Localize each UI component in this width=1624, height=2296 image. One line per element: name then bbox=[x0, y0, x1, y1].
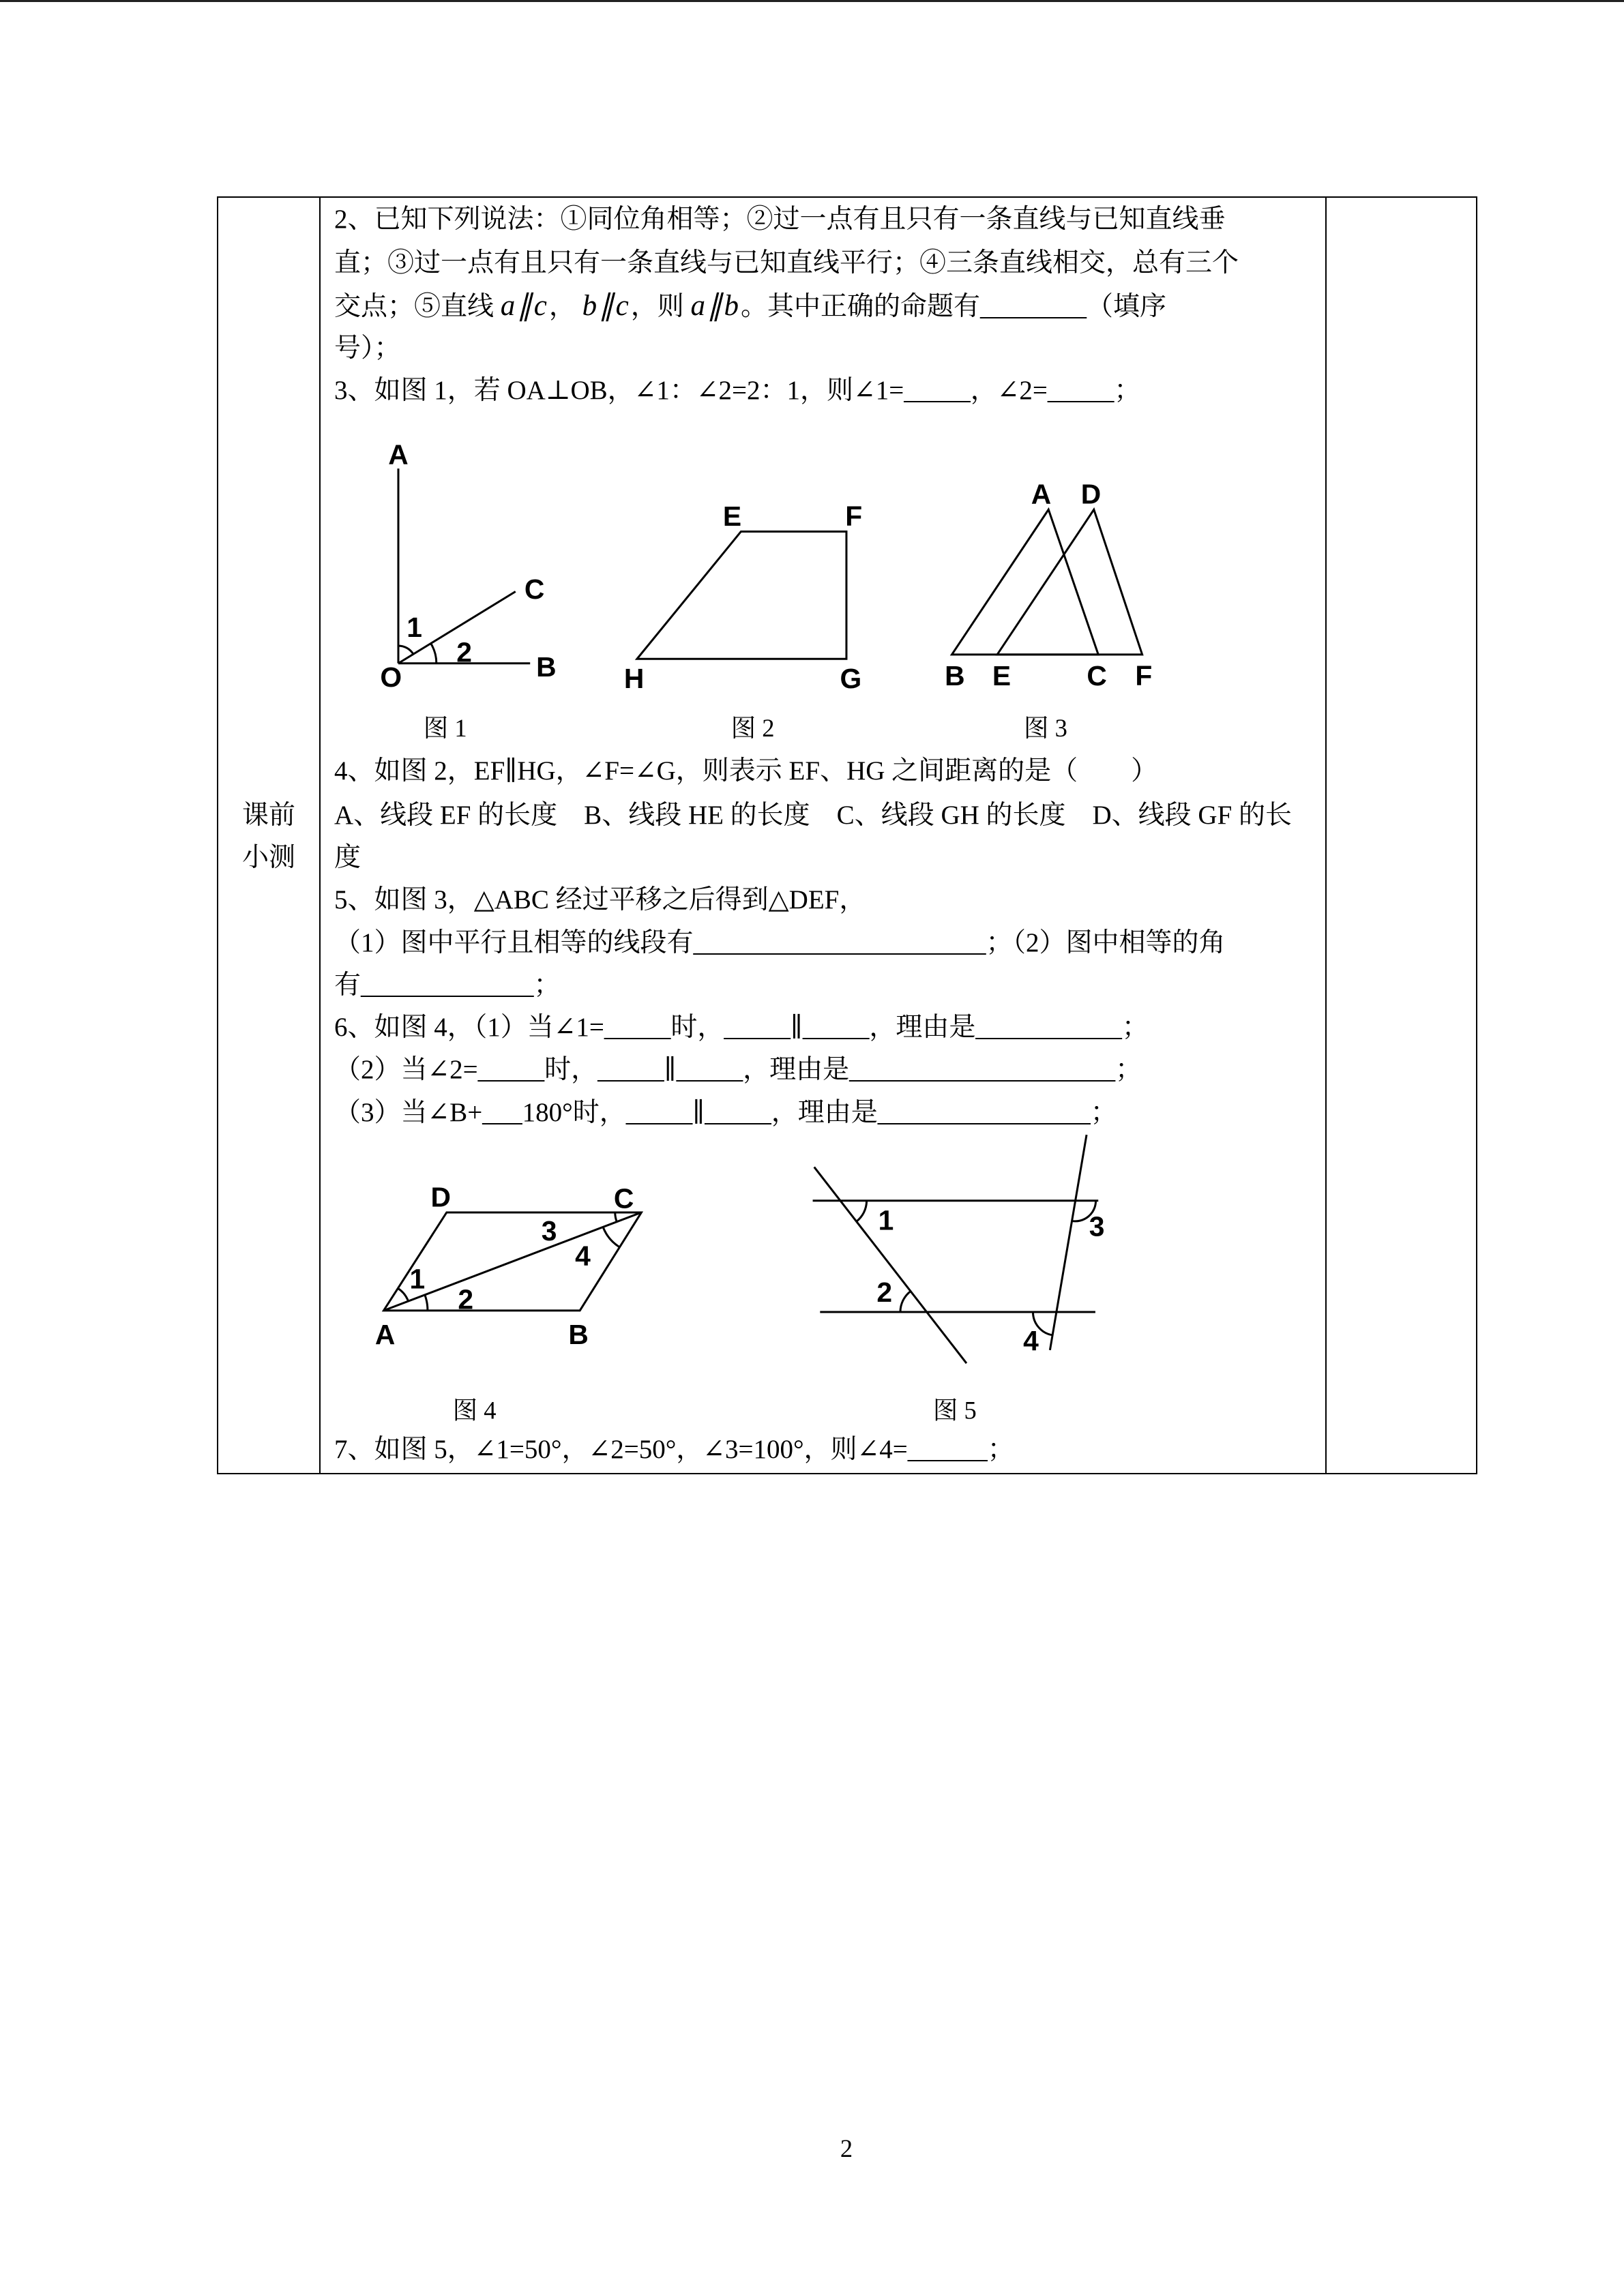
fig2-label-h: H bbox=[623, 663, 645, 695]
fig1-caption: 图 1 bbox=[423, 714, 467, 743]
fig4-label-angle4: 4 bbox=[575, 1240, 591, 1272]
fig2-label-f: F bbox=[845, 500, 863, 532]
fig3-label-e: E bbox=[992, 659, 1012, 691]
fig1-label-angle2: 2 bbox=[456, 636, 472, 668]
q3-line1: 3、如图 1，若 OA⊥OB，∠1：∠2=2：1，则∠1=_____，∠2=_____； bbox=[334, 376, 1141, 405]
q2-line3 bbox=[334, 286, 1166, 327]
fig1-label-o: O bbox=[380, 661, 402, 694]
fig3-label-d: D bbox=[1080, 478, 1102, 510]
fig5-label-angle1: 1 bbox=[878, 1204, 894, 1236]
questions-cell bbox=[321, 198, 1324, 1473]
section-label-line2: 小测 bbox=[241, 843, 295, 872]
fig3-label-a: A bbox=[1031, 478, 1052, 510]
q6-line3: （3）当∠B+___180°时，_____∥_____，理由是________________； bbox=[334, 1098, 1117, 1127]
fig1-label-c: C bbox=[524, 573, 545, 606]
q6-line1: 6、如图 4，（1）当∠1=_____时，_____∥_____，理由是___________； bbox=[334, 1013, 1149, 1042]
fig3-caption: 图 3 bbox=[1024, 714, 1067, 743]
q5-line2: （1）图中平行且相等的线段有______________________；（2）图中相等的角 bbox=[334, 928, 1226, 957]
fig3-label-c: C bbox=[1087, 659, 1107, 691]
fig1-label-angle1: 1 bbox=[407, 612, 422, 644]
q2-line3-text1: 交点；⑤直线 bbox=[334, 292, 501, 321]
q2-line3-text2: ， bbox=[548, 292, 582, 321]
fig4-label-angle2: 2 bbox=[458, 1283, 474, 1315]
fig4-label-angle3: 3 bbox=[541, 1214, 557, 1247]
q2-line2: 直；③过一点有且只有一条直线与已知直线平行；④三条直线相交，总有三个 bbox=[334, 248, 1239, 278]
fig1-label-a: A bbox=[388, 438, 409, 471]
q2-line3-text4: 。其中正确的命题有________（填序 bbox=[740, 292, 1166, 321]
q6-line2: （2）当∠2=_____时，_____∥_____，理由是____________________； bbox=[334, 1055, 1142, 1084]
fig5-caption: 图 5 bbox=[932, 1396, 977, 1425]
q5-line3: 有_____________； bbox=[334, 970, 561, 1000]
q5-line1: 5、如图 3，△ABC 经过平移之后得到△DEF， bbox=[334, 885, 866, 914]
fig4-caption: 图 4 bbox=[452, 1396, 497, 1425]
q4-line3: 度 bbox=[334, 843, 361, 872]
fig1-label-b: B bbox=[536, 651, 557, 683]
fig4-label-c: C bbox=[613, 1182, 634, 1214]
fig4-label-angle1: 1 bbox=[409, 1263, 426, 1295]
fig3-label-b: B bbox=[945, 659, 965, 691]
section-label-line1: 课前 bbox=[241, 801, 295, 830]
fig5-label-angle4: 4 bbox=[1023, 1324, 1039, 1356]
fig2-label-g: G bbox=[840, 663, 862, 695]
fig2-label-e: E bbox=[722, 500, 742, 532]
page-top-edge bbox=[0, 0, 1624, 2]
fig5-label-angle3: 3 bbox=[1089, 1210, 1105, 1242]
q4-line2: A、线段 EF 的长度 B、线段 HE 的长度 C、线段 GH 的长度 D、线段 GF 的长 bbox=[334, 801, 1293, 830]
fig3-label-f: F bbox=[1135, 659, 1153, 691]
q4-line1: 4、如图 2，EF∥HG，∠F=∠G，则表示 EF、HG 之间距离的是（ ） bbox=[334, 756, 1158, 786]
section-label-cell bbox=[218, 196, 319, 1474]
page-number: 2 bbox=[840, 2134, 853, 2163]
q7-line1: 7、如图 5，∠1=50°，∠2=50°，∠3=100°，则∠4=______； bbox=[334, 1435, 1014, 1464]
q2-math-a-parallel-b: a∥b bbox=[690, 290, 741, 322]
fig4-label-b: B bbox=[568, 1319, 589, 1351]
q2-line3-text3: ，则 bbox=[630, 292, 691, 321]
column-divider-right bbox=[1325, 196, 1327, 1474]
fig4-label-d: D bbox=[430, 1181, 451, 1213]
q2-line4: 号）； bbox=[334, 333, 401, 363]
fig2-caption: 图 2 bbox=[730, 714, 775, 743]
fig4-label-a: A bbox=[374, 1319, 396, 1351]
q2-math-a-parallel-c: a∥c bbox=[500, 290, 549, 322]
q2-math-b-parallel-c: b∥c bbox=[582, 290, 631, 322]
fig5-label-angle2: 2 bbox=[876, 1276, 893, 1308]
q2-line1: 2、已知下列说法：①同位角相等；②过一点有且只有一条直线与已知直线垂 bbox=[334, 205, 1226, 234]
